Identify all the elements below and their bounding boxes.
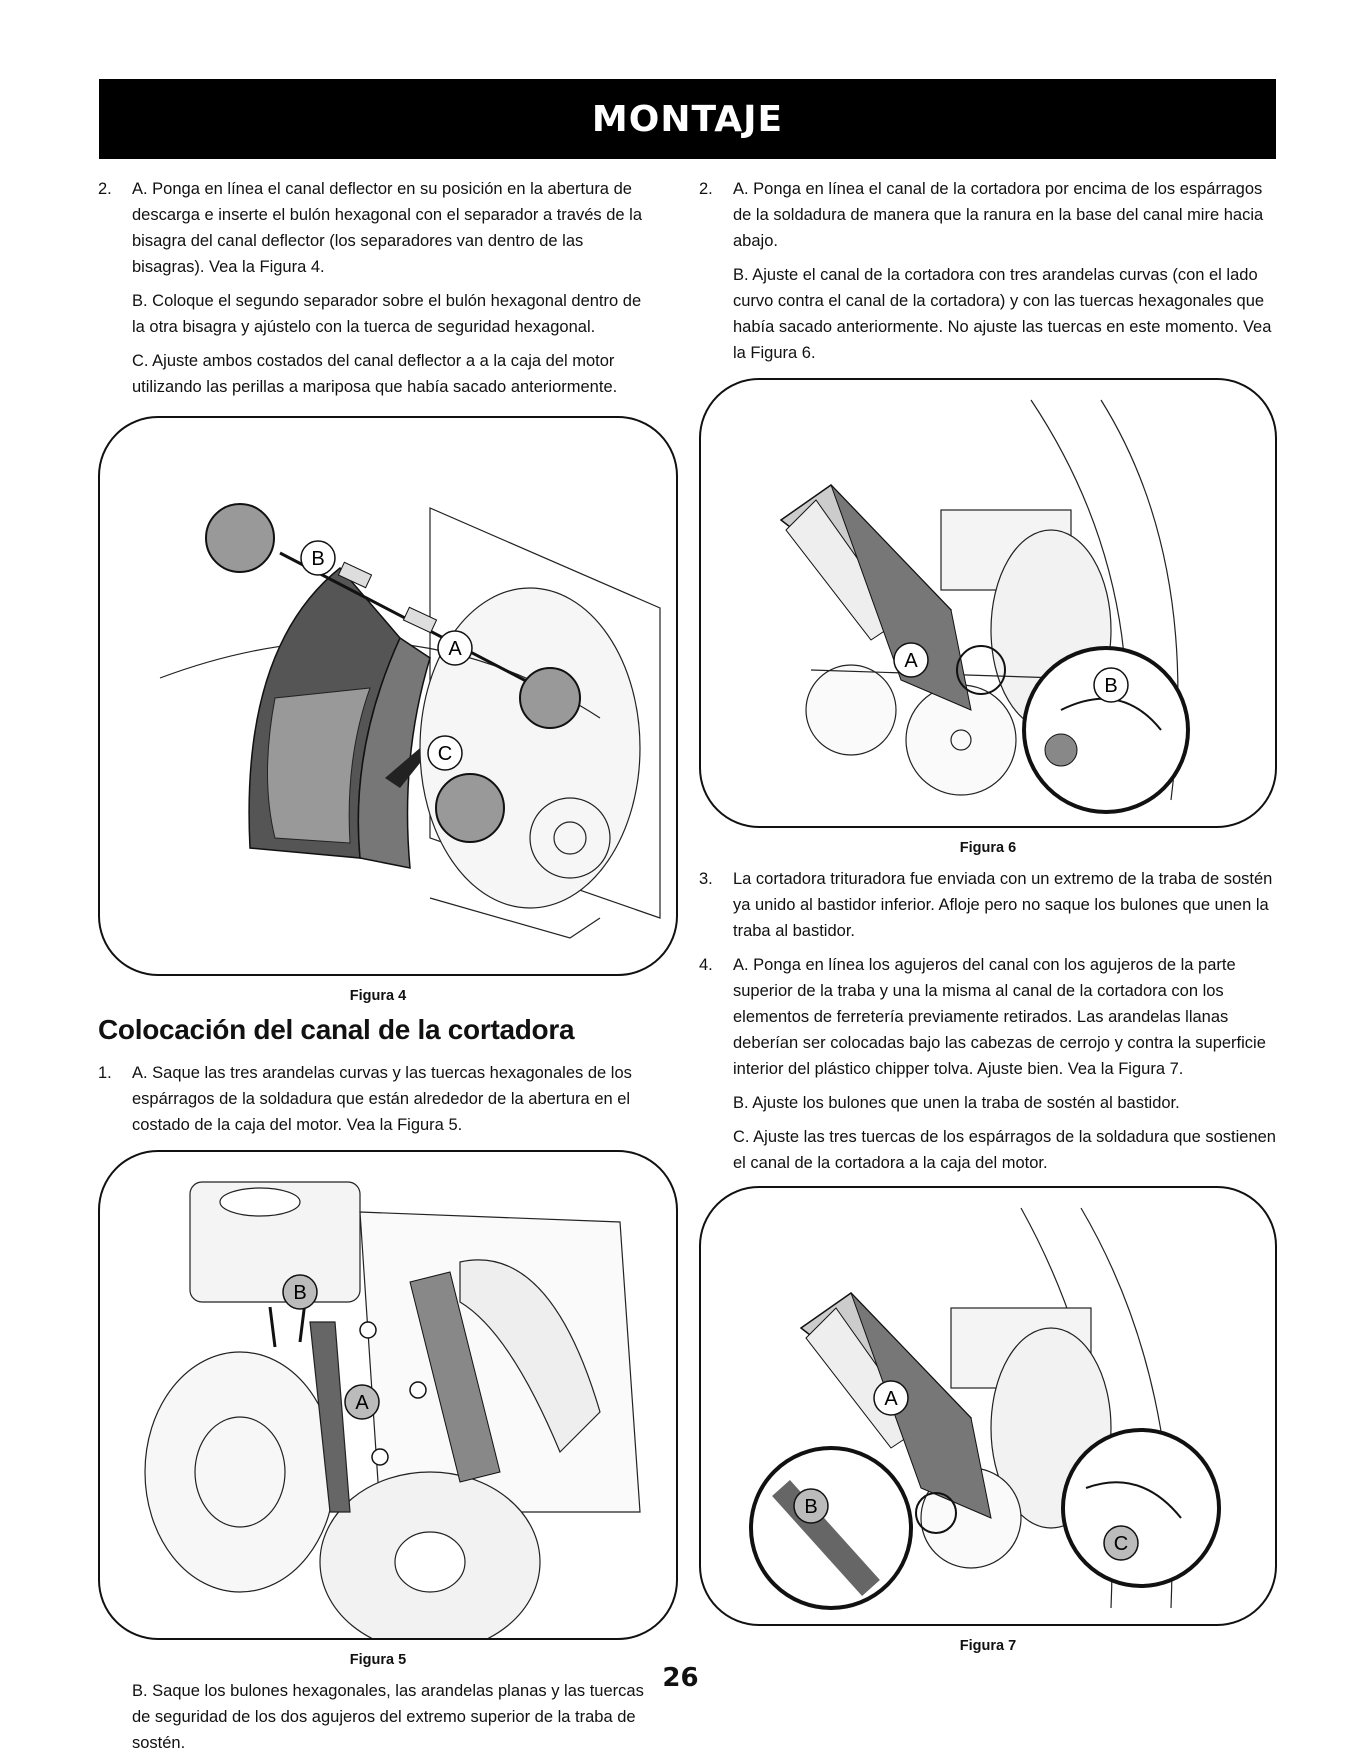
page-number: 26 (662, 1663, 699, 1693)
step-1 (98, 1060, 658, 1138)
step-number: 2. (98, 180, 112, 198)
step-4c-text: C. Ajuste las tres tuercas de los espárragos de la soldadura que sostienen el canal de la cortadora a la caja del motor. (733, 1128, 1276, 1172)
callout-a: A (448, 638, 462, 660)
figure-7-caption: Figura 7 (959, 1638, 1017, 1654)
step-2c-text: C. Ajuste ambos costados del canal deflector a a la caja del motor utilizando las perillas a mariposa que había sacado anteriormente. (132, 352, 618, 396)
callout-c: C (437, 743, 453, 765)
step-number: 2. (699, 180, 713, 198)
callout-b: B (293, 1282, 307, 1304)
step-number: 1. (98, 1064, 112, 1082)
step-4b-text: B. Ajuste los bulones que unen la traba de sostén al bastidor. (733, 1094, 1180, 1112)
left-column (98, 176, 658, 1764)
figure-4-caption: Figura 4 (349, 988, 407, 1004)
step-2a-text: A. Ponga en línea el canal de la cortadora por encima de los espárragos de la soldadura de manera que la ranura en la base del canal mire hacia abajo. (733, 180, 1264, 250)
step-3 (699, 866, 1277, 944)
figure-7-illustration (699, 1186, 1277, 1626)
figure-5-illustration (98, 1150, 678, 1640)
figure-4-drawing (100, 418, 676, 974)
step-3-text: La cortadora trituradora fue enviada con un extremo de la traba de sostén ya unido al bastidor inferior. Afloje pero no saque los bulones que unen la traba al bastidor. (733, 870, 1273, 940)
step-2b-text: B. Ajuste el canal de la cortadora con tres arandelas curvas (con el lado curvo contra el canal de la cortadora) y con las tuercas hexagonales que había sacado anteriormente. No ajuste las tuercas en este momento. Vea la Figura 6. (733, 266, 1272, 362)
step-2-right (699, 176, 1277, 366)
figure-6-illustration (699, 378, 1277, 828)
step-number: 4. (699, 956, 713, 974)
callout-a: A (884, 1388, 898, 1410)
step-1b-text: B. Saque los bulones hexagonales, las arandelas planas y las tuercas de seguridad de los dos agujeros del extremo superior de la traba de sostén. (132, 1682, 644, 1752)
step-1a-text: A. Saque las tres arandelas curvas y las tuercas hexagonales de los espárragos de la soldadura que están alrededor de la abertura en el costado de la caja del motor. Vea la Figura 5. (132, 1064, 632, 1134)
right-column (699, 176, 1277, 1664)
page-header (99, 79, 1276, 159)
step-2a-text: A. Ponga en línea el canal deflector en su posición en la abertura de descarga e inserte el bulón hexagonal con el separador a través de la bisagra del canal deflector (los separadores van dentro de las bisagras). Vea la Figura 4. (132, 180, 643, 276)
figure-5-drawing (100, 1152, 676, 1638)
step-4a-text: A. Ponga en línea los agujeros del canal con los agujeros de la parte superior de la traba y una la misma al canal de la cortadora con los elementos de ferretería previamente retirados. Las arandelas llanas deberían ser colocadas bajo las cabezas de cerrojo y contra la superficie interior del plástico chipper tolva. Ajuste bien. Vea la Figura 7. (733, 956, 1266, 1078)
header-title: MONTAJE (591, 98, 784, 140)
callout-a: A (904, 650, 918, 672)
figure-6-drawing (701, 380, 1275, 826)
figure-5-caption: Figura 5 (349, 1652, 407, 1668)
section-title: Colocación del canal de la cortadora (98, 1014, 575, 1045)
step-4 (699, 952, 1277, 1176)
step-2-left (98, 176, 658, 400)
step-number: 3. (699, 870, 713, 888)
callout-b: B (311, 548, 325, 570)
figure-6-caption: Figura 6 (959, 840, 1017, 856)
figure-7-drawing (701, 1188, 1275, 1624)
figure-4-illustration (98, 416, 678, 976)
callout-c: C (1113, 1533, 1129, 1555)
callout-a: A (355, 1392, 369, 1414)
callout-b: B (804, 1496, 818, 1518)
callout-b: B (1104, 675, 1118, 697)
step-2b-text: B. Coloque el segundo separador sobre el bulón hexagonal dentro de la otra bisagra y ajústelo con la tuerca de seguridad hexagonal. (132, 292, 642, 336)
